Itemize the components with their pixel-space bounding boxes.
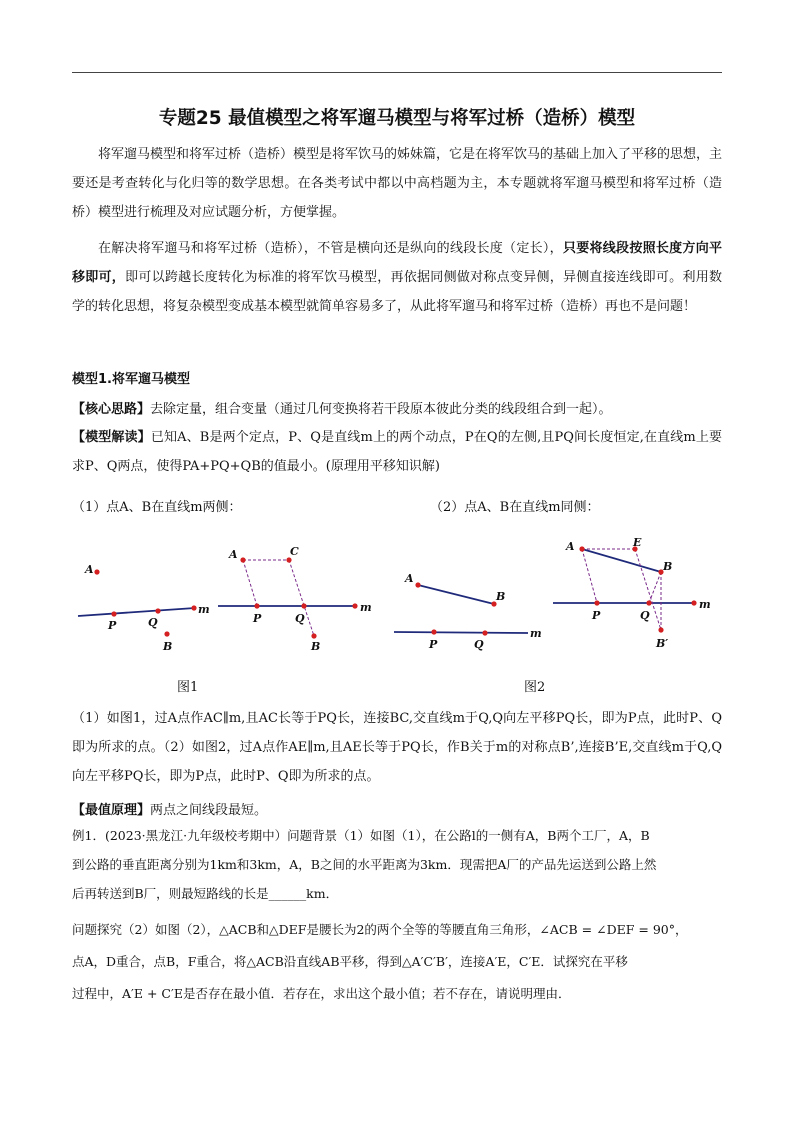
figure2-caption: 图2 (524, 680, 546, 695)
example1-line3: 后再转送到B厂，则最短路线的长是______km． (72, 886, 339, 901)
svg-text:E: E (633, 536, 642, 549)
svg-text:Q: Q (640, 609, 650, 622)
case1-label: （1）点A、B在直线m两侧： (72, 500, 242, 515)
example1-line2: 到公路的垂直距离分别为1km和3km，A，B之间的水平距离为3km．现需把A厂的产品先运送到公路上然 (72, 857, 657, 872)
svg-text:C: C (290, 545, 299, 558)
svg-text:P: P (592, 609, 601, 622)
core-idea: 【核心思路】去除定量，组合变量（通过几何变换将若干段原本彼此分类的线段组合到一起）。 (72, 402, 612, 417)
header-rule (72, 72, 722, 73)
svg-text:B′: B′ (656, 637, 669, 650)
principle: 【最值原理】两点之间线段最短。 (72, 803, 268, 818)
example1-line4: 问题探究（2）如图（2），△ACB和△DEF是腰长为2的两个全等的等腰直角三角形，∠ACB = ∠DEF = 90°， (72, 922, 688, 937)
explanation: （1）如图1，过A点作AC∥m,且AC长等于PQ长，连接BC,交直线m于Q,Q向左平移PQ长，即为P点，此时P、Q即为所求的点。（2）如图2，过A点作AE∥m,且AE长等于PQ长，作B关于m的对称点B’,连接B’E,交直线m于Q,Q向左平移PQ长，即为P点，此时P、Q即为所求的点。 (72, 711, 722, 784)
example1-line6: 过程中，A′E + C′E是否存在最小值．若存在，求出这个最小值；若不存在，请说明理由． (72, 986, 571, 1001)
model-interpretation: 【模型解读】已知A、B是两个定点，P、Q是直线m上的两个动点，P在Q的左侧,且PQ间长度恒定,在直线m上要求P、Q两点，使得PA+PQ+QB的值最小。(原理用平移知识解) (72, 430, 722, 474)
svg-text:Q: Q (474, 638, 484, 651)
svg-text:A: A (566, 540, 575, 553)
svg-text:B: B (663, 560, 673, 573)
svg-text:m: m (530, 627, 542, 640)
page-title: 专题25 最值模型之将军遛马模型与将军过桥（造桥）模型 (158, 108, 636, 129)
svg-text:Q: Q (148, 616, 158, 629)
svg-text:A: A (229, 548, 238, 561)
intro-paragraph-1: 将军遛马模型和将军过桥（造桥）模型是将军饮马的姊妹篇，它是在将军饮马的基础上加入了平移的思想，主要还是考查转化与化归等的数学思想。在各类考试中都以中高档题为主，本专题就将军遛马模型和将军过桥（造桥）模型进行梳理及对应试题分析，方便掌握。 (72, 147, 723, 220)
svg-text:B: B (163, 640, 173, 653)
svg-text:B: B (311, 640, 321, 653)
svg-text:A: A (405, 572, 414, 585)
figure1-left (70, 550, 220, 660)
svg-text:Q: Q (295, 612, 305, 625)
svg-text:A: A (85, 563, 94, 576)
figure1-right (215, 540, 375, 655)
case2-label: （2）点A、B在直线m同侧： (430, 500, 600, 515)
figure1-caption: 图1 (177, 680, 199, 695)
svg-text:m: m (360, 601, 372, 614)
figure2-right (548, 530, 728, 655)
svg-text:P: P (429, 638, 438, 651)
example1-line5: 点A，D重合，点B，F重合，将△ACB沿直线AB平移，得到△A′C′B′，连接A′E，C′E．试探究在平移 (72, 954, 628, 969)
svg-text:B: B (496, 590, 506, 603)
svg-text:m: m (699, 598, 711, 611)
model1-heading: 模型1.将军遛马模型 (72, 372, 190, 387)
svg-text:P: P (253, 612, 262, 625)
svg-text:P: P (108, 619, 117, 632)
example1-line1: 例1．(2023·黑龙江·九年级校考期中）问题背景（1）如图（1），在公路l的一侧有A，B两个工厂，A，B (72, 828, 650, 843)
svg-text:m: m (198, 603, 210, 616)
figure2-left (390, 565, 550, 655)
intro-paragraph-2: 在解决将军遛马和将军过桥（造桥），不管是横向还是纵向的线段长度（定长），只要将线段按照长度方向平移即可，即可以跨越长度转化为标准的将军饮马模型，再依据同侧做对称点变异侧，异侧直接连线即可。利用数学的转化思想，将复杂模型变成基本模型就简单容易多了，从此将军遛马和将军过桥（造桥）再也不是问题！ (72, 241, 722, 314)
